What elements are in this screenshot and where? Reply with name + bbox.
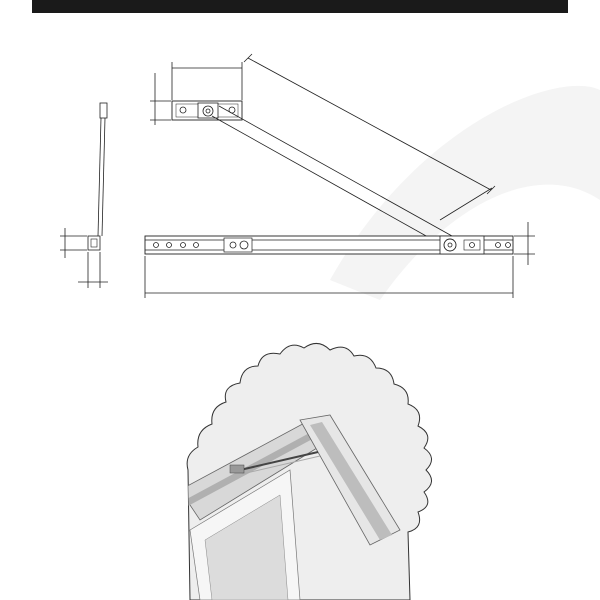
installation-photo	[180, 343, 432, 600]
track	[145, 222, 535, 298]
background-swoosh	[330, 86, 600, 300]
side-profile	[60, 103, 108, 288]
top-bracket	[150, 62, 242, 125]
